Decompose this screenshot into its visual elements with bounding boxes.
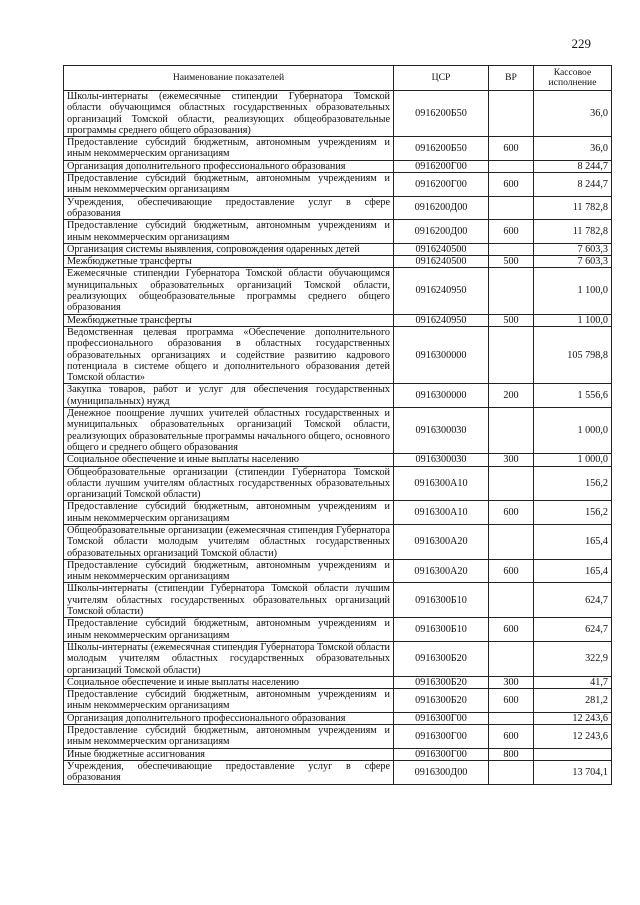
row-name: Ведомственная целевая программа «Обеспечение дополнительного профессионального образования в областных государственных образовательных организациях и содействие развитию кадрового потенциала в системе общего и дополнительного образования детей Томской области» — [64, 326, 394, 383]
table-row — [64, 760, 612, 784]
table-row — [64, 326, 612, 383]
row-name: Закупка товаров, работ и услуг для обеспечения государственных (муниципальных) нужд — [64, 384, 394, 408]
row-vr — [489, 466, 534, 501]
row-name: Предоставление субсидий бюджетным, автономным учреждениям и иным некоммерческим организациям — [64, 137, 394, 161]
table-row — [64, 220, 612, 244]
row-code: 0916300А20 — [394, 559, 489, 583]
header-code: ЦСР — [394, 66, 489, 91]
table-row — [64, 689, 612, 713]
row-amount: 11 782,8 — [534, 220, 612, 244]
row-name: Организация системы выявления, сопровождения одаренных детей — [64, 243, 394, 255]
row-amount: 41,7 — [534, 676, 612, 688]
table-row — [64, 559, 612, 583]
row-amount: 1 100,0 — [534, 268, 612, 314]
row-amount: 1 000,0 — [534, 454, 612, 466]
row-code: 0916240500 — [394, 256, 489, 268]
row-vr: 600 — [489, 220, 534, 244]
row-vr: 300 — [489, 676, 534, 688]
row-amount: 36,0 — [534, 91, 612, 137]
row-name: Предоставление субсидий бюджетным, автономным учреждениям и иным некоммерческим организациям — [64, 173, 394, 197]
row-vr — [489, 91, 534, 137]
row-name: Учреждения, обеспечивающие предоставление услуг в сфере образования — [64, 196, 394, 220]
row-code: 0916300А20 — [394, 524, 489, 559]
row-name: Предоставление субсидий бюджетным, автономным учреждениям и иным некоммерческим организациям — [64, 725, 394, 749]
row-name: Учреждения, обеспечивающие предоставление услуг в сфере образования — [64, 760, 394, 784]
row-code: 0916300Д00 — [394, 760, 489, 784]
row-vr — [489, 712, 534, 724]
row-amount: 7 603,3 — [534, 243, 612, 255]
row-amount: 281,2 — [534, 689, 612, 713]
row-name: Предоставление субсидий бюджетным, автономным учреждениям и иным некоммерческим организациям — [64, 220, 394, 244]
row-code: 0916240500 — [394, 243, 489, 255]
row-code: 0916300Б10 — [394, 583, 489, 618]
row-code: 0916300Г00 — [394, 712, 489, 724]
row-vr: 600 — [489, 618, 534, 642]
table-row — [64, 641, 612, 676]
table-row — [64, 501, 612, 525]
row-code: 0916300Б10 — [394, 618, 489, 642]
row-name: Межбюджетные трансферты — [64, 314, 394, 326]
row-vr — [489, 408, 534, 454]
header-vr: ВР — [489, 66, 534, 91]
table-row — [64, 712, 612, 724]
row-code: 0916300000 — [394, 384, 489, 408]
table-row — [64, 384, 612, 408]
row-name: Ежемесячные стипендии Губернатора Томской области обучающимся муниципальных образовательных организаций Томской области, реализующих общеобразовательные программы среднего общего образования — [64, 268, 394, 314]
row-vr: 600 — [489, 725, 534, 749]
table-row — [64, 454, 612, 466]
table-row — [64, 583, 612, 618]
row-amount: 36,0 — [534, 137, 612, 161]
row-amount: 624,7 — [534, 618, 612, 642]
row-amount: 165,4 — [534, 524, 612, 559]
row-vr: 500 — [489, 314, 534, 326]
row-vr: 600 — [489, 173, 534, 197]
row-vr — [489, 524, 534, 559]
row-amount: 8 244,7 — [534, 173, 612, 197]
row-code: 0916240950 — [394, 268, 489, 314]
table-row — [64, 408, 612, 454]
row-name: Школы-интернаты (ежемесячные стипендии Губернатора Томской области обучающимся областных государственных образовательных организаций Томской области, реализующих общеобразовательные программы среднего общего образования) — [64, 91, 394, 137]
row-name: Социальное обеспечение и иные выплаты населению — [64, 454, 394, 466]
row-amount: 1 556,6 — [534, 384, 612, 408]
table-row — [64, 173, 612, 197]
row-code: 0916300030 — [394, 408, 489, 454]
table-row — [64, 618, 612, 642]
row-name: Организация дополнительного профессионального образования — [64, 712, 394, 724]
row-code: 0916300Г00 — [394, 725, 489, 749]
row-vr: 500 — [489, 256, 534, 268]
table-row — [64, 256, 612, 268]
row-name: Организация дополнительного профессионального образования — [64, 160, 394, 172]
row-vr — [489, 583, 534, 618]
row-name: Социальное обеспечение и иные выплаты населению — [64, 676, 394, 688]
row-vr: 800 — [489, 748, 534, 760]
table-row — [64, 748, 612, 760]
row-vr — [489, 196, 534, 220]
row-amount: 12 243,6 — [534, 725, 612, 749]
row-name: Предоставление субсидий бюджетным, автономным учреждениям и иным некоммерческим организациям — [64, 501, 394, 525]
row-amount: 322,9 — [534, 641, 612, 676]
row-code: 0916200Б50 — [394, 137, 489, 161]
row-vr: 600 — [489, 559, 534, 583]
row-code: 0916200Г00 — [394, 173, 489, 197]
row-code: 0916300000 — [394, 326, 489, 383]
row-amount — [534, 748, 612, 760]
row-amount: 1 000,0 — [534, 408, 612, 454]
table-row — [64, 466, 612, 501]
table-row — [64, 91, 612, 137]
row-name: Иные бюджетные ассигнования — [64, 748, 394, 760]
row-vr: 600 — [489, 689, 534, 713]
row-amount: 12 243,6 — [534, 712, 612, 724]
row-code: 0916300030 — [394, 454, 489, 466]
row-vr — [489, 243, 534, 255]
row-name: Общеобразовательные организации (стипендии Губернатора Томской области лучшим учителям областных государственных образовательных организаций Томской области) — [64, 466, 394, 501]
table-row — [64, 137, 612, 161]
page-number: 229 — [571, 36, 591, 51]
row-name: Предоставление субсидий бюджетным, автономным учреждениям и иным некоммерческим организациям — [64, 618, 394, 642]
table-row — [64, 243, 612, 255]
row-amount: 1 100,0 — [534, 314, 612, 326]
row-vr — [489, 268, 534, 314]
row-amount: 105 798,8 — [534, 326, 612, 383]
row-vr — [489, 760, 534, 784]
row-name: Школы-интернаты (стипендии Губернатора Томской области лучшим учителям областных государственных образовательных организаций Томской области) — [64, 583, 394, 618]
row-amount: 7 603,3 — [534, 256, 612, 268]
row-vr: 300 — [489, 454, 534, 466]
row-amount: 165,4 — [534, 559, 612, 583]
row-name: Денежное поощрение лучших учителей областных государственных и муниципальных образовательных организаций Томской области, реализующих образовательные программы начального общего, основного общего и среднего общего образования — [64, 408, 394, 454]
row-name: Межбюджетные трансферты — [64, 256, 394, 268]
table-row — [64, 314, 612, 326]
table-row — [64, 676, 612, 688]
table-row — [64, 725, 612, 749]
row-code: 0916240950 — [394, 314, 489, 326]
table-row — [64, 268, 612, 314]
row-name: Школы-интернаты (ежемесячная стипендия Губернатора Томской области молодым учителям областных государственных образовательных организаций Томской области) — [64, 641, 394, 676]
budget-table — [63, 65, 612, 785]
row-name: Предоставление субсидий бюджетным, автономным учреждениям и иным некоммерческим организациям — [64, 689, 394, 713]
row-code: 0916300А10 — [394, 501, 489, 525]
row-code: 0916300Б20 — [394, 689, 489, 713]
row-name: Предоставление субсидий бюджетным, автономным учреждениям и иным некоммерческим организациям — [64, 559, 394, 583]
row-code: 0916200Д00 — [394, 220, 489, 244]
header-amount: Кассовое исполнение — [534, 66, 612, 91]
table-row — [64, 196, 612, 220]
row-vr: 600 — [489, 137, 534, 161]
row-vr — [489, 641, 534, 676]
row-code: 0916300А10 — [394, 466, 489, 501]
row-name: Общеобразовательные организации (ежемесячная стипендия Губернатора Томской области молодым учителям областных государственных образовательных организаций Томской области) — [64, 524, 394, 559]
row-vr — [489, 160, 534, 172]
row-amount: 156,2 — [534, 501, 612, 525]
row-code: 0916200Б50 — [394, 91, 489, 137]
row-amount: 8 244,7 — [534, 160, 612, 172]
row-amount: 624,7 — [534, 583, 612, 618]
row-vr: 200 — [489, 384, 534, 408]
row-vr: 600 — [489, 501, 534, 525]
row-amount: 13 704,1 — [534, 760, 612, 784]
row-amount: 11 782,8 — [534, 196, 612, 220]
table-row — [64, 524, 612, 559]
row-code: 0916300Б20 — [394, 676, 489, 688]
row-code: 0916200Г00 — [394, 160, 489, 172]
row-code: 0916300Б20 — [394, 641, 489, 676]
row-code: 0916300Г00 — [394, 748, 489, 760]
row-vr — [489, 326, 534, 383]
table-body — [64, 91, 612, 785]
table-header-row — [64, 66, 612, 91]
row-amount: 156,2 — [534, 466, 612, 501]
header-name: Наименование показателей — [64, 66, 394, 91]
table-row — [64, 160, 612, 172]
row-code: 0916200Д00 — [394, 196, 489, 220]
